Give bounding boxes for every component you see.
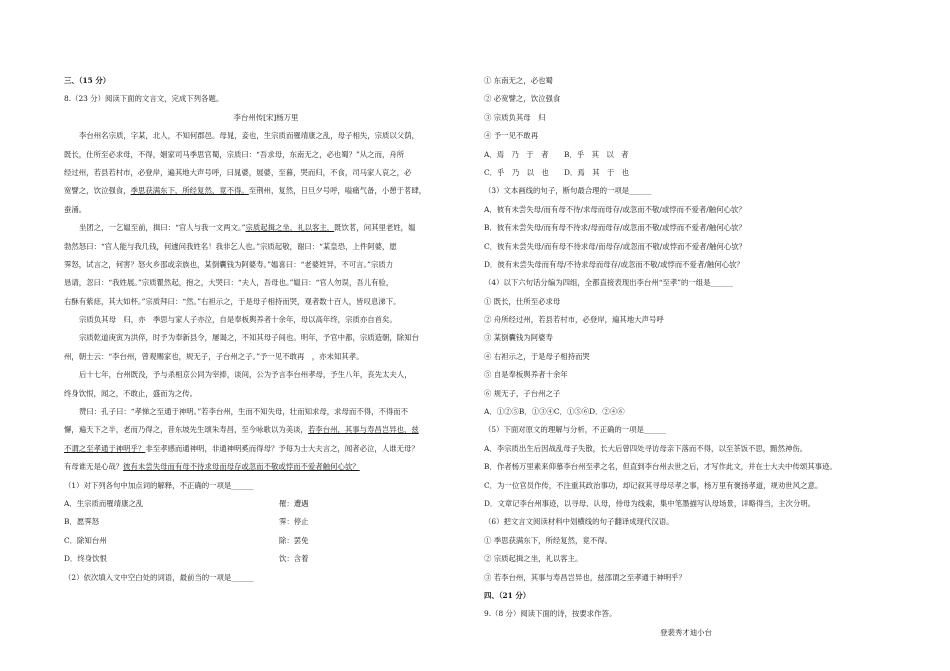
question-4-stem: （4）以下六句话分编为四组，全都直接表现出李台州“至孝”的一组是______ (484, 278, 733, 288)
q2-item-1: ① 东南无之，必也蜀 (484, 76, 553, 85)
q4-item-5: ⑤ 自是奉板舆养者十余年 (484, 370, 568, 380)
q1-option-b: B．愿霁怒 霁：停止 (64, 517, 309, 527)
q4-options: A．①②⑤B．①③④C．①⑤⑥D．②④⑥ (484, 407, 625, 417)
q6-item-1: ① 季思获满东下，所经复然，竟不得。 (484, 535, 612, 545)
q5-option-b: B．作者杨万里素来仰慕李台州至孝之名，但直到李台州去世之后，才写作此文，并在士大夫中传颂其事迹。 (484, 462, 837, 472)
question-2-stem: （2）依次填入文中空白处的词语，最前当的一项是______ (64, 572, 254, 582)
q3-option-c: C．彼有未尝失母/而有母不待求母/而母存/或忽而不敬/或悖而不爱者/触何心欤？ (484, 241, 746, 251)
q4-item-1: ① 既长，仕所至必求母 (484, 296, 561, 306)
section-4-header: 四、（21 分） (484, 590, 531, 600)
left-column (64, 72, 468, 587)
right-column (484, 72, 888, 642)
poem-title: 登裴秀才迪小台 (660, 627, 712, 637)
q2-item-2: ② 必宽譬之，饮泣强食 (484, 94, 561, 104)
question-9-intro: 9.（8 分）阅读下面的诗，按要求作答。 (484, 609, 617, 619)
underlined-sentence-4: 彼有未尝失母而有母不待求母而母存或忽而不敬或悖而不爱者触何心欤？ (123, 462, 360, 472)
q2-item-3: ③ 宗质负其母 归 (484, 112, 546, 122)
q6-item-2: ② 宗质起揖之坐，礼以客主。 (484, 554, 583, 564)
q2-options-cd: C．乎 乃 以 也 D．焉 其 于 也 (484, 167, 630, 177)
question-1-stem: （1）对下列各句中加点词的解释，不正确的一项是______ (64, 480, 254, 490)
q5-option-a: A．李宗质出生后因战乱母子失散，长大后曾四处寻访母亲下落而不得，以至茶饭不思，黯然神伤。 (484, 443, 808, 453)
q6-item-3: ③ 若李台州，其事与寿昌岂异也，兹邵谓之至孝通于神明乎？ (484, 572, 686, 582)
underlined-sentence-3b: 不谓之至孝通于神明乎？ (64, 443, 146, 453)
underlined-sentence-3a: 若李台州，其事与寿昌岂异也，兹 (307, 425, 419, 435)
q2-options-ab: A．焉 乃 于 者 B．乎 其 以 者 (484, 149, 629, 159)
q4-item-3: ③ 某倒囊钱为阿婆寿 (484, 333, 553, 343)
underlined-sentence-1: 季思获满东下，所经复然，竟不得。 (130, 186, 249, 196)
q3-option-d: D．彼有未尝失母而有母/不待求母而母存/或忽而不敬/或悖而不爱者/触何心欤？ (484, 259, 744, 269)
question-6-stem: （6）把文言文阅读材料中划横线的句子翻译成现代汉语。 (484, 517, 674, 527)
underlined-sentence-2: 宗质起揖之坐，礼以客主， (245, 223, 335, 233)
q3-option-b: B．彼有未尝失母/而有母不待求/母而母存/或忽而不敬/或悖而不爱者/触何心欤？ (484, 223, 746, 233)
question-8-intro: 8.（23 分）阅读下面的文言文，完成下列各题。 (64, 94, 224, 104)
passage-paragraph-4: 赞曰：孔子曰：“孝悌之至通于神明。”若李台州，生而不知失母，壮而知求母，求母而不得，不得而不 懈，遍天下之半，老而乃得之，昔东坡先生颂朱寿昌，至今咏歌以为美谈，若李台州，其事与寿昌岂异也，兹 不谓之至孝通于神明乎？非至孝感而通神明，非通神明奚而得母？予每为士大夫言之，闻者必泣，人谁无母？ 有母谁无是心哉？彼有未尝失母而有母不待求母而母存或忽而不敬或悖而不爱者触何心欤？ (64, 407, 419, 472)
q1-option-a: A．生宗质而罹靖康之乱 罹：遭遇 (64, 498, 309, 508)
q2-item-4: ④ 予一见不敢再 (484, 131, 539, 141)
passage-paragraph-3: 宗质乾道庚寅为洪倅，时予为奉新县令，屡谒之，不知其母子间也。明年，予官中都，宗质造朝，除知台 州，朝士云：“李台州，曾观赐家也，规无子，子台州之子。”予一见不敢再 ，亦未知其孝。 后十七年，台州既没，予与杀相京公同为宰捧，谈间，公为予言李台州孝母，予生八年，丧先太夫人， 终身饮恨，闻之，不敢止，盛而为之传。 (64, 333, 419, 398)
q4-item-2: ② 舟所经过州，若县若村市，必登岸，遍其地大声号呼 (484, 315, 664, 325)
q5-option-d: D．文章记李台州事迹，以寻母、认母，侍母为线索，集中笔墨描写认母场景，详略得当，主次分明。 (484, 498, 816, 508)
q1-option-c: C．除知台州 除：罢免 (64, 535, 309, 545)
question-5-stem: （5）下面对原文的理解与分析，不正确的一项是______ (484, 425, 667, 435)
q1-option-d: D．终身饮恨 饮：含着 (64, 554, 309, 564)
passage-title: 李台州传[宋]杨万里 (233, 112, 299, 122)
q3-option-a: A．彼有未尝失母/而有母不待/求母而母存/或忽而不敬/或悖而不爱者/触何心欤？ (484, 204, 746, 214)
q4-item-4: ④ 右袒示之，于是母子相持而哭 (484, 351, 590, 361)
q5-option-c: C．为一位官员作传，不注重其政治事功，却记叙其寻母尽孝之事，杨万里有褒扬孝道，规劝世风之意。 (484, 480, 823, 490)
q4-item-6: ⑥ 规无子，子台州之子 (484, 388, 561, 398)
passage-paragraph-2: 坐团之，一乞媪至前，揖曰：“官人与我一文两文。”宗质起揖之坐，礼以客主，既饮茗，问其里老姓，媪 勃然怒曰：“官人能与我几钱，何遽问我姓名！我非乞人也。”宗质起敬，谢曰：“某皇恐，上件阿婆，愿 霁怒，试言之，何害？怒火乡邵或亲族也，某倒囊钱为阿婆寿。”媪喜曰：“老婆姓异，不可言。”宗质力 恳请，忽曰：“我姓展。”宗质瞿然起，抱之，大哭曰：“夫人，吾母也。”媪曰：“官人勿误，吾儿有验， 右酥有紫痣，其大如杯。”宗质拜曰：“然。”右袒示之，于是母子相持而哭，观者数十百人，皆叹息涕下。 宗质负其母 归，亦 季思与家人子亦泣，自是奉板舆养者十余年，母以高年终，宗质亦自首矣。 (64, 223, 416, 325)
passage-paragraph-1: 李台州名宗质，字某，北人，不知何郡邑。母晁，妾也，生宗质而罹靖康之乱，母子相失，宗质以父荫， 既长，仕所至必求母，不得，姻家司马季思官蜀，宗质曰：“吾求母，东南无之，必也蜀？”从之而，舟所 经过州，若县若村市，必登岸，遍其地大声号呼，曰晁婆，展婆，至暮，哭而归，不食，司马家人哀之，必 宽譬之，饮泣强食，季思获满东下，所经复然，竟不得。至荆州，复然，日旦夕号呼，嗌痛气备，小憩于茗肆， 蚕涌。 (64, 131, 427, 214)
section-header: 三、（15 分） (64, 76, 111, 85)
question-3-stem: （3）文本画线的句子，断句最合理的一项是______ (484, 186, 652, 196)
